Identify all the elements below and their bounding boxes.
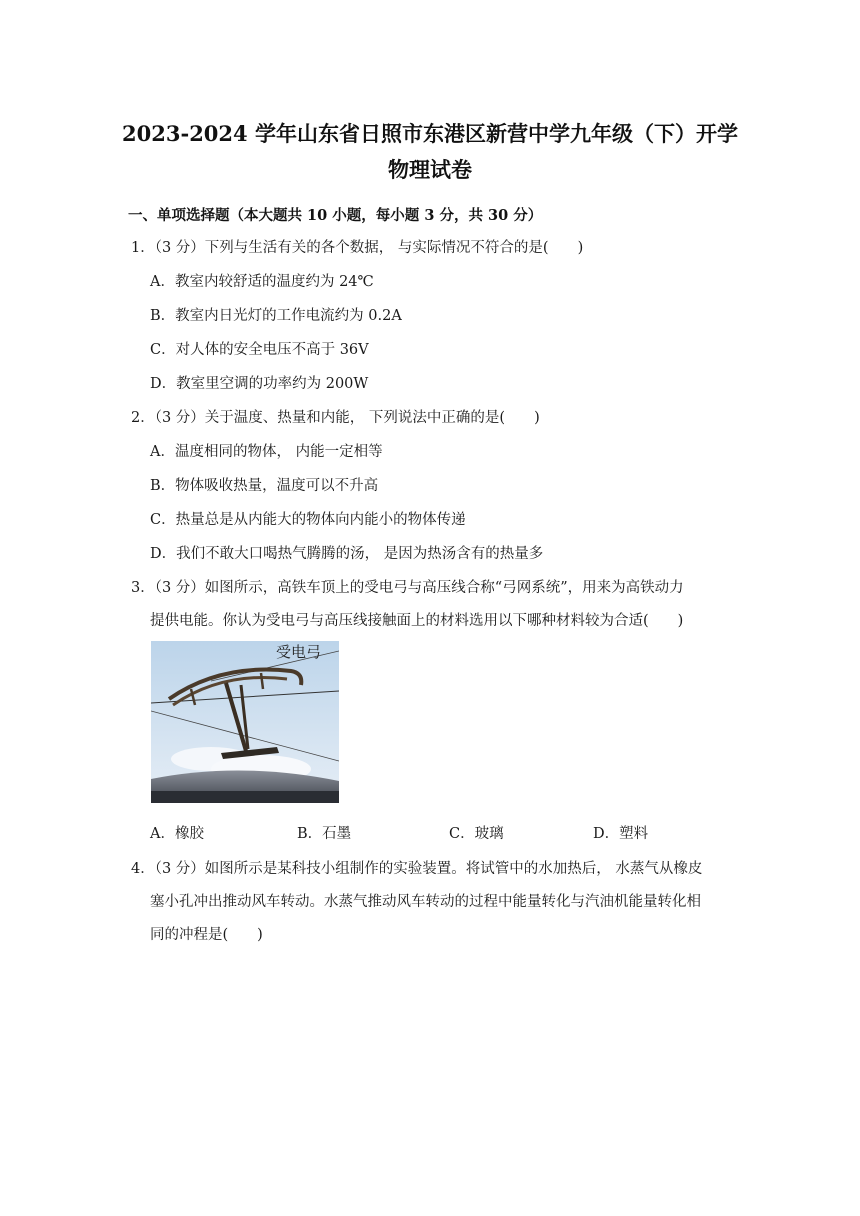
question-2-option-a: A．温度相同的物体， 内能一定相等 — [150, 444, 383, 460]
question-1-option-b: B．教室内日光灯的工作电流约为 0.2A — [150, 308, 402, 324]
question-3-option-b: B．石墨 — [297, 826, 352, 842]
question-3-stem-line1: 3．（3 分）如图所示，高铁车顶上的受电弓与高压线合称“弓网系统”，用来为高铁动力 — [131, 580, 684, 596]
question-3-option-d: D．塑料 — [593, 826, 649, 842]
question-2-stem: 2．（3 分）关于温度、热量和内能， 下列说法中正确的是( ) — [131, 410, 540, 426]
question-1-option-a: A．教室内较舒适的温度约为 24℃ — [150, 274, 374, 290]
question-3-option-a: A．橡胶 — [150, 826, 204, 842]
question-3-option-c: C．玻璃 — [449, 826, 504, 842]
question-1-option-d: D．教室里空调的功率约为 200W — [150, 376, 369, 392]
question-4-stem-line3: 同的冲程是( ) — [150, 927, 263, 943]
question-1-option-c: C．对人体的安全电压不高于 36V — [150, 342, 369, 358]
question-1-stem: 1．（3 分）下列与生活有关的各个数据， 与实际情况不符合的是( ) — [131, 240, 584, 256]
exam-title-line2: 物理试卷 — [388, 157, 472, 182]
pantograph-photo — [151, 641, 339, 803]
pantograph-illustration — [151, 641, 339, 803]
section-heading: 一、单项选择题（本大题共 10 小题，每小题 3 分，共 30 分） — [128, 207, 543, 224]
question-2-option-c: C．热量总是从内能大的物体向内能小的物体传递 — [150, 512, 466, 528]
exam-title-line1: 2023-2024 学年山东省日照市东港区新营中学九年级（下）开学 — [122, 121, 738, 146]
question-2-option-b: B．物体吸收热量，温度可以不升高 — [150, 478, 379, 494]
question-3-stem-line2: 提供电能。你认为受电弓与高压线接触面上的材料选用以下哪种材料较为合适( ) — [150, 613, 684, 629]
question-2-option-d: D．我们不敢大口喝热气腾腾的汤， 是因为热汤含有的热量多 — [150, 546, 544, 562]
question-4-stem-line1: 4．（3 分）如图所示是某科技小组制作的实验装置。将试管中的水加热后， 水蒸气从橡皮 — [131, 861, 703, 877]
question-4-stem-line2: 塞小孔冲出推动风车转动。水蒸气推动风车转动的过程中能量转化与汽油机能量转化相 — [150, 894, 701, 910]
pantograph-label: 受电弓 — [276, 643, 322, 661]
